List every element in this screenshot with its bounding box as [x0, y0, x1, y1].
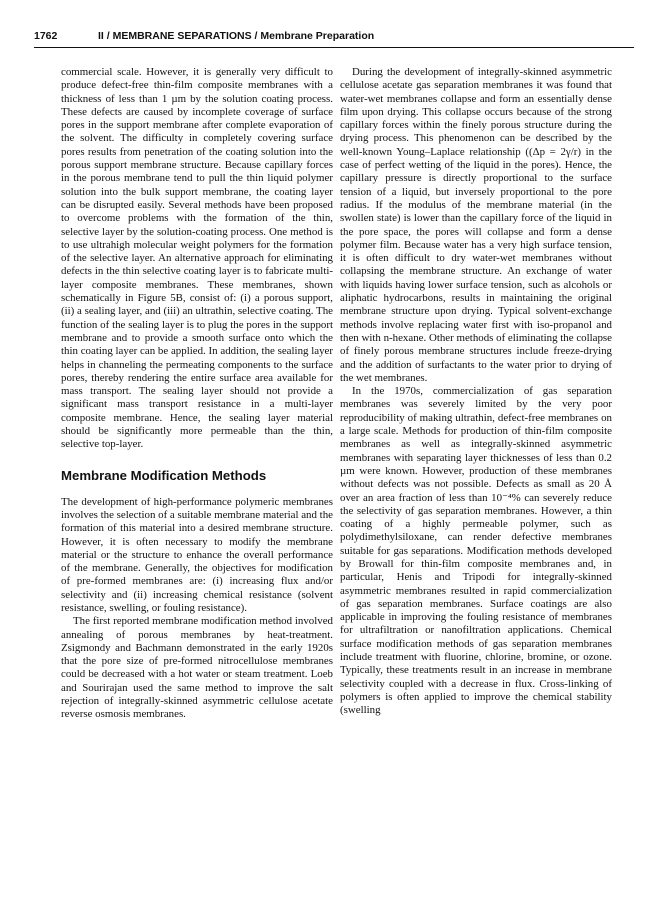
right-paragraph-1: During the development of integrally-skinned asymmetric cellulose acetate gas separation membranes it was found that water-wet membranes collapse and form an essentially dense film upon drying. This collapse occurs because of the strong capillary forces within the finely porous structure during the drying process. This phenomenon can be described by the well-known Young–Laplace relationship ((Δp = 2γ/r) in the case of perfect wetting of the liquid in the pores). Hence, the capillary pressure is directly proportional to the surface tension of a liquid, but inversely proportional to the pore radius. If the modulus of the membrane material (in the swollen state) is lower than the capillary force of the liquid in the pore space, the pores will collapse and form a dense polymer film. Because water has a very high surface tension, it is often difficult to dry water-wet membranes without collapsing the membrane structure. An exchange of water with liquids having lower surface tension, such as alcohols or aliphatic hydrocarbons, results in maintaining the original membrane structure upon drying. Typical solvent-exchange methods involve replacing water first with iso-propanol and then with n-hexane. Other methods of eliminating the collapse of finely porous membrane structures include freeze-drying and the addition of surfactants to the water prior to drying of the wet membranes. — [340, 66, 612, 384]
running-header — [34, 30, 634, 46]
left-paragraph-1: commercial scale. However, it is generally very difficult to produce defect-free thin-film composite membranes with a thickness of less than 1 µm by the solution coating process. These defects are caused by incomplete coverage of surface pores in the support membrane after complete evaporation of the solvent. The difficulty in completely covering surface pores results from penetration of the coating solution into the porous support membrane structure. Because capillary forces in the porous membrane tend to pull the thin liquid polymer solution into the bulk support membrane, the coating layer can be disrupted easily. Several methods have been proposed to overcome problems with the formation of the thin, selective layer by the solution-coating process. One method is to use ultrahigh molecular weight polymers for the formation of the selective layer. An alternative approach for eliminating defects in the thin selective coating layer is to fabricate multi-layer composite membranes. These membranes, shown schematically in Figure 5B, consist of: (i) a porous support, (ii) a sealing layer, and (iii) an ultrathin, selective coating. The function of the sealing layer is to plug the pores in the support membrane and to provide a smooth surface onto which the thin coating layer can be applied. In addition, the sealing layer helps in channeling the permeating components to the surface pores, thereby rendering the entire surface area available for mass transport. The sealing layer should not provide a significant mass transport resistance in a multi-layer composite membrane. Hence, the sealing layer material should be significantly more permeable than the thin, selective top-layer. — [61, 66, 333, 451]
header-rule — [34, 47, 634, 48]
page-number: 1762 — [34, 30, 58, 42]
running-title: II / MEMBRANE SEPARATIONS / Membrane Preparation — [98, 30, 375, 42]
right-column — [340, 66, 612, 718]
section-heading: Membrane Modification Methods — [61, 467, 267, 483]
left-paragraph-2: The development of high-performance polymeric membranes involves the selection of a suitable membrane material and the formation of this material into a desired membrane structure. However, it is often necessary to modify the membrane material or the structure to enhance the overall performance of the membrane. Generally, the objectives for modification of pre-formed membranes are: (i) increasing flux and/or selectivity and (ii) increasing chemical resistance (solvent resistance, swelling, or fouling resistance). — [61, 495, 333, 614]
left-paragraph-3: The first reported membrane modification method involved annealing of porous membranes by heat-treatment. Zsigmondy and Bachmann demonstrated in the early 1920s that the pore size of pre-formed nitrocellulose membranes could be decreased with a hot water or steam treatment. Loeb and Sourirajan used the same method to improve the salt rejection of integrally-skinned asymmetric cellulose acetate reverse osmosis membranes. — [61, 615, 333, 721]
right-paragraph-2: In the 1970s, commercialization of gas separation membranes was severely limited by the very poor reproducibility of making ultrathin, defect-free membranes on a large scale. Methods for production of thin-film composite membranes as well as integrally-skinned asymmetric membranes with separating layer thicknesses of less than 0.2 µm were known. However, production of these membranes without defects was not possible. Defects as small as 20 Å over an area fraction of less than 10⁻⁴% can severely reduce the selectivity of gas separation membranes. However, a thin coating of a highly permeable polymer, such as polydimethylsiloxane, can render defective membranes suitable for gas separations. Modification methods developed by Browall for thin-film composite membranes and, in particular, Henis and Tripodi for integrally-skinned asymmetric membranes resulted in rapid commercialization of gas separation membranes. Surface coatings are also applicable in improving the fouling resistance of membranes for ultrafiltration or nanofiltration applications. Chemical surface modification methods of gas separation membranes include treatment with fluorine, chlorine, bromine, or ozone. Typically, these treatments result in an increase in membrane selectivity coupled with a decrease in flux. Cross-linking of polymers is often applied to improve the chemical stability (swelling — [340, 385, 612, 717]
left-column — [61, 66, 333, 722]
